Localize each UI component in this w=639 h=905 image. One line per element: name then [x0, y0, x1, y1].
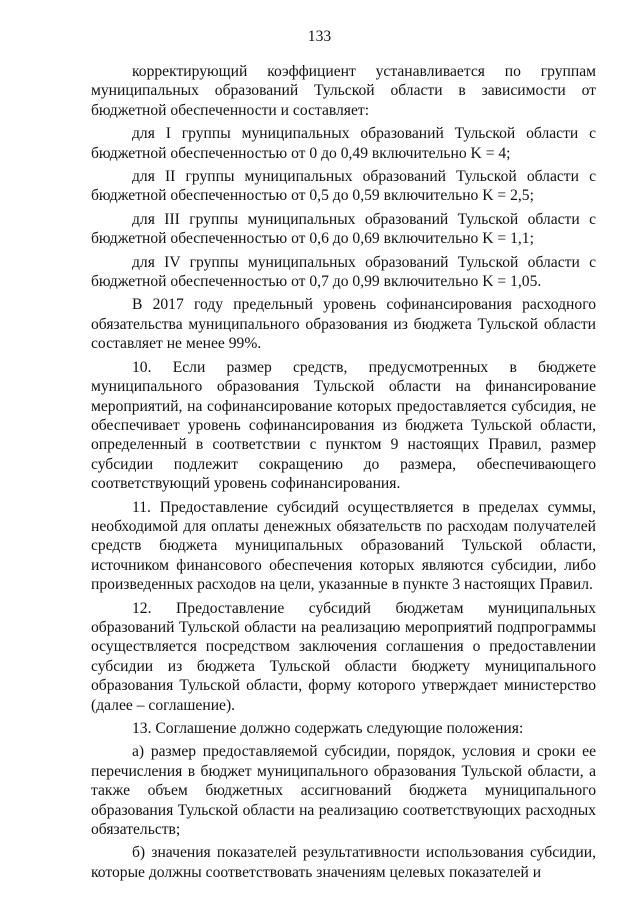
paragraph-item-13b: б) значения показателей результативности использования субсидии, которые должны соответствовать значениям целевых показателей и — [91, 844, 596, 881]
paragraph-item-10: 10. Если размер средств, предусмотренных в бюджете муниципального образования Тульской области на финансирование мероприятий, на софинансирование которых предоставляется субсидия, не обеспечивает уровень софинансирования из бюджета Тульской области, определенный в соответствии с пунктом 9 настоящих Правил, размер субсидии подлежит сокращению до размера, обеспечивающего соответствующий уровень софинансирования. — [91, 358, 596, 493]
paragraph-coefficient-intro: корректирующий коэффициент устанавливается по группам муниципальных образований Тульской области в зависимости от бюджетной обеспеченности и составляет: — [91, 63, 596, 119]
paragraph-item-11: 11. Предоставление субсидий осуществляется в пределах суммы, необходимой для оплаты денежных обязательств по расходам получателей средств бюджета муниципальных образований Тульской области, источником финансового обеспечения которых являются субсидии, либо произведенных расходов на цели, указанные в пункте 3 настоящих Правил. — [91, 498, 596, 594]
paragraph-item-13a: а) размер предоставляемой субсидии, порядок, условия и сроки ее перечисления в бюджет муниципального образования Тульской области, а также объем бюджетных ассигнований бюджета муниципального образования Тульской области на реализацию соответствующих расходных обязательств; — [91, 743, 596, 839]
document-body — [91, 62, 596, 886]
page-number: 133 — [307, 28, 332, 45]
paragraph-group-1: для I группы муниципальных образований Тульской области с бюджетной обеспеченностью от 0 до 0,49 включительно K = 4; — [91, 125, 596, 162]
paragraph-item-13: 13. Соглашение должно содержать следующие положения: — [132, 720, 524, 737]
paragraph-item-12: 12. Предоставление субсидий бюджетам муниципальных образований Тульской области на реализацию мероприятий подпрограммы осуществляется посредством заключения соглашения о предоставлении субсидии из бюджета Тульской области бюджету муниципального образования Тульской области, форму которого утверждает министерство (далее – соглашение). — [91, 599, 596, 714]
paragraph-2017-level: В 2017 году предельный уровень софинансирования расходного обязательства муниципального образования из бюджета Тульской области составляет не менее 99%. — [91, 296, 596, 353]
paragraph-group-3: для III группы муниципальных образований Тульской области с бюджетной обеспеченностью от 0,6 до 0,69 включительно K = 1,1; — [91, 210, 596, 248]
paragraph-group-2: для II группы муниципальных образований Тульской области с бюджетной обеспеченностью от 0,5 до 0,59 включительно K = 2,5; — [91, 168, 596, 205]
paragraph-group-4: для IV группы муниципальных образований Тульской области с бюджетной обеспеченностью от 0,7 до 0,99 включительно K = 1,05. — [91, 253, 596, 291]
